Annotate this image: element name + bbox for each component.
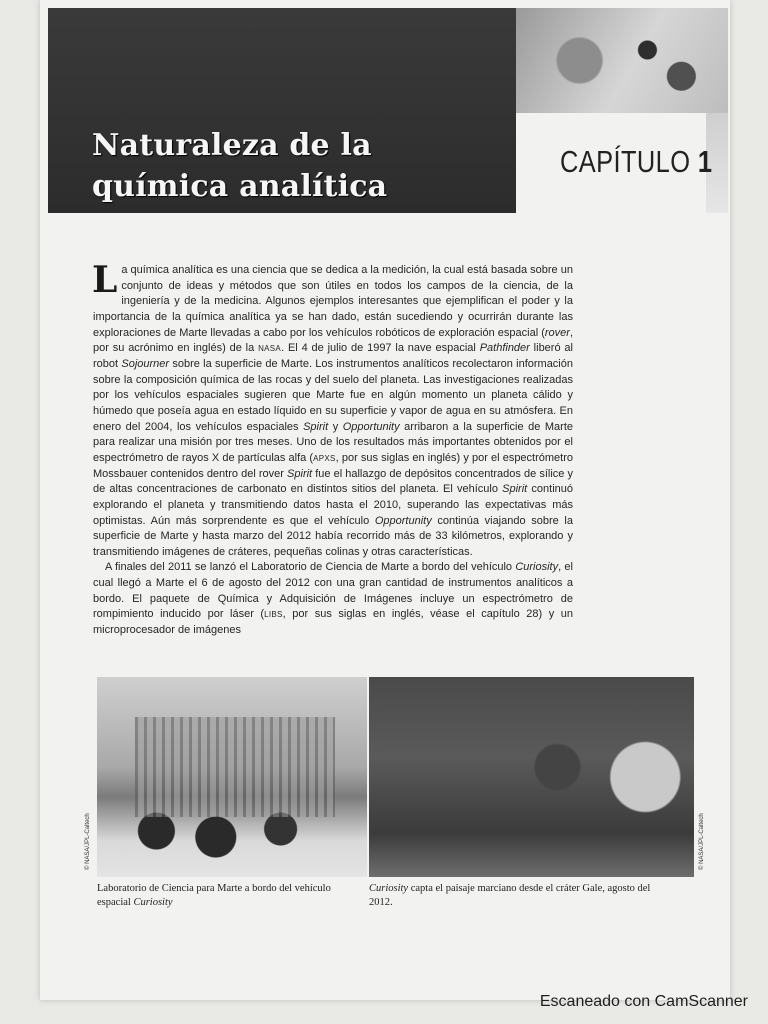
book-page xyxy=(40,0,730,1000)
chapter-header-band xyxy=(48,8,728,213)
paragraph-2: A finales del 2011 se lanzó el Laboratorio de Ciencia de Marte a bordo del vehículo Curiosity, el cual llegó a Marte el 6 de agosto del 2012 con una gran cantidad de instrumentos analíticos a bordo. El paquete de Química y Adquisición de Imágenes incluye un espectrómetro de rompimiento inducido por láser (LIBS, por sus siglas en inglés, véase el capítulo 28) y un microprocesador de imágenes xyxy=(93,561,573,637)
photo-curiosity-laboratory xyxy=(97,677,367,877)
chapter-title-line1: Naturaleza de la xyxy=(92,128,372,163)
body-text xyxy=(92,259,574,639)
chapter-title xyxy=(92,125,492,207)
photo-gale-crater xyxy=(369,677,694,877)
paragraph-1: La química analítica es una ciencia que se dedica a la medición, la cual está basada sobre un conjunto de ideas y métodos que son útiles en todos los campos de la ciencia, de la ingeniería y de la medicina. Algunos ejemplos interesantes que ejemplifican el poder y la importancia de la química analítica ya se han dado, están sucediendo y ocurrirán durante las exploraciones de Marte llevadas a cabo por los vehículos robóticos de exploración espacial (rover, por su acrónimo en inglés) de la NASA. El 4 de julio de 1997 la nave espacial Pathfinder liberó al robot Sojourner sobre la superficie de Marte. Los instrumentos analíticos recolectaron información sobre la composición química de las rocas y del suelo del planeta. Las investigaciones realizadas por los vehículos espaciales sugieren que Marte fue en algún momento un planeta cálido y húmedo que poseía agua en estado líquido en su superficie y vapor de agua en su atmósfera. En enero del 2004, los vehículos espaciales Spirit y Opportunity arribaron a la superficie de Marte para realizar una misión por tres meses. Uno de los resultados más importantes obtenidos por el espectrómetro de rayos X de partículas alfa (APXS, por sus siglas en inglés) y por el espectrómetro Mossbauer contenidos dentro del rover Spirit fue el hallazgo de depósitos concentrados de sílice y de altas concentraciones de carbonato en distintos sitios del planeta. El vehículo Spirit continuó explorando el planeta y transmitiendo datos hasta el 2010, superando las expectativas más optimistas. Aún más sorprendente es que el vehículo Opportunity continúa viajando sobre la superficie de Marte y hasta marzo del 2012 había recorrido más de 33 kilómetros, explorando y transmitiendo imágenes de cráteres, pequeñas colinas y otras características. xyxy=(92,259,574,558)
photo-credit-left: © NASA/JPL-Caltech xyxy=(85,813,91,870)
scanner-watermark: Escaneado con CamScanner xyxy=(539,993,748,1010)
chapter-number: 1 xyxy=(697,144,713,179)
chapter-title-line2: química analítica xyxy=(92,169,388,204)
caption-left: Laboratorio de Ciencia para Marte a bordo del vehículo espacial Curiosity xyxy=(97,883,331,908)
chapter-label xyxy=(560,144,712,180)
caption-right: Curiosity capta el paisaje marciano desde el cráter Gale, agosto del 2012. xyxy=(369,883,651,908)
chapter-word: CAPÍTULO xyxy=(560,144,691,179)
header-decorative-image xyxy=(516,8,728,113)
photo-rover-detail xyxy=(135,717,335,817)
drop-cap: L xyxy=(92,259,118,301)
photo-credit-right: © NASA/JPL-Caltech xyxy=(699,813,705,870)
